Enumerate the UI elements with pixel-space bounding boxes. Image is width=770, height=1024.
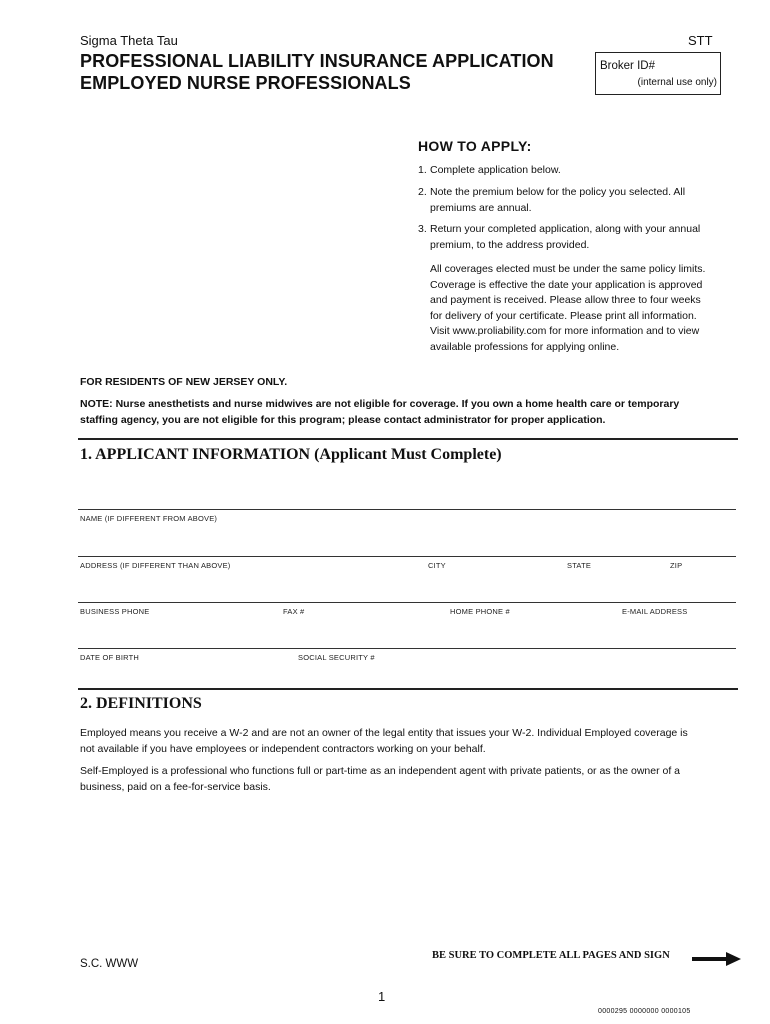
step-number: 3. <box>418 223 427 235</box>
business-phone-field-label: BUSINESS PHONE <box>80 607 150 616</box>
form-title-line2: EMPLOYED NURSE PROFESSIONALS <box>80 73 411 93</box>
home-phone-field-label: HOME PHONE # <box>450 607 510 616</box>
footer-code: S.C. WWW <box>80 958 139 970</box>
how-to-apply-step <box>418 185 708 216</box>
step-text: Complete application below. <box>430 164 561 176</box>
state-field-label: STATE <box>567 561 592 570</box>
complete-all-pages-notice: BE SURE TO COMPLETE ALL PAGES AND SIGN <box>432 950 670 961</box>
eligibility-note: NOTE: Nurse anesthetists and nurse midwives are not eligible for coverage. If you own a home health care or temporary staffing agency, you are not eligible for this program; please contact administrator for proper application. <box>80 398 680 426</box>
step-text: Return your completed application, along with your annual premium, to the address provided. <box>430 223 701 251</box>
broker-id-box[interactable] <box>595 52 721 95</box>
new-jersey-notice: FOR RESIDENTS OF NEW JERSEY ONLY. <box>80 376 288 388</box>
step-text: Note the premium below for the policy you selected. All premiums are annual. <box>430 186 686 214</box>
section2-title: 2. DEFINITIONS <box>80 695 202 712</box>
city-field-label: CITY <box>428 561 446 570</box>
form-title-line1: PROFESSIONAL LIABILITY INSURANCE APPLICATION <box>80 51 554 71</box>
section1-title: 1. APPLICANT INFORMATION (Applicant Must Complete) <box>80 446 502 463</box>
name-line[interactable] <box>78 509 736 510</box>
section-divider <box>78 438 738 440</box>
employed-definition: Employed means you receive a W-2 and are not an owner of the legal entity that issues your W-2. Individual Employed coverage is not available if you have employees or independent contractors working on your behalf. <box>80 727 688 755</box>
how-to-apply-step <box>418 222 708 253</box>
section-divider <box>78 688 738 690</box>
dob-field-label: DATE OF BIRTH <box>80 653 139 662</box>
arrow-right-icon <box>692 951 742 972</box>
program-code: STT <box>688 33 713 48</box>
dob-line[interactable] <box>78 648 736 649</box>
address-line[interactable] <box>78 556 736 557</box>
step-number: 1. <box>418 164 427 176</box>
phone-line[interactable] <box>78 602 736 603</box>
organization-name: Sigma Theta Tau <box>80 33 178 48</box>
broker-id-label: Broker ID# <box>600 60 655 72</box>
address-field-label: ADDRESS (IF DIFFERENT THAN ABOVE) <box>80 561 231 570</box>
how-to-apply-step <box>418 163 708 179</box>
how-to-apply-paragraph: All coverages elected must be under the same policy limits. Coverage is effective the date your application is approved and payment is received. Please allow three to four weeks for delivery of your certificate. Please print all information. Visit www.proliability.com for more information and to view available professions for applying online. <box>430 263 706 353</box>
form-number: 0000295 0000000 0000105 <box>598 1008 691 1015</box>
broker-id-note: (internal use only) <box>637 77 717 88</box>
ssn-field-label: SOCIAL SECURITY # <box>298 653 375 662</box>
page-number: 1 <box>378 989 386 1004</box>
fax-field-label: FAX # <box>283 607 305 616</box>
how-to-apply-heading: HOW TO APPLY: <box>418 138 532 154</box>
name-field-label: NAME (IF DIFFERENT FROM ABOVE) <box>80 514 218 523</box>
form-title <box>80 50 554 94</box>
zip-field-label: ZIP <box>670 561 683 570</box>
step-number: 2. <box>418 186 427 198</box>
email-field-label: E-MAIL ADDRESS <box>622 607 688 616</box>
self-employed-definition: Self-Employed is a professional who functions full or part-time as an independent agent with private patients, or as the owner of a business, paid on a fee-for-service basis. <box>80 765 681 793</box>
